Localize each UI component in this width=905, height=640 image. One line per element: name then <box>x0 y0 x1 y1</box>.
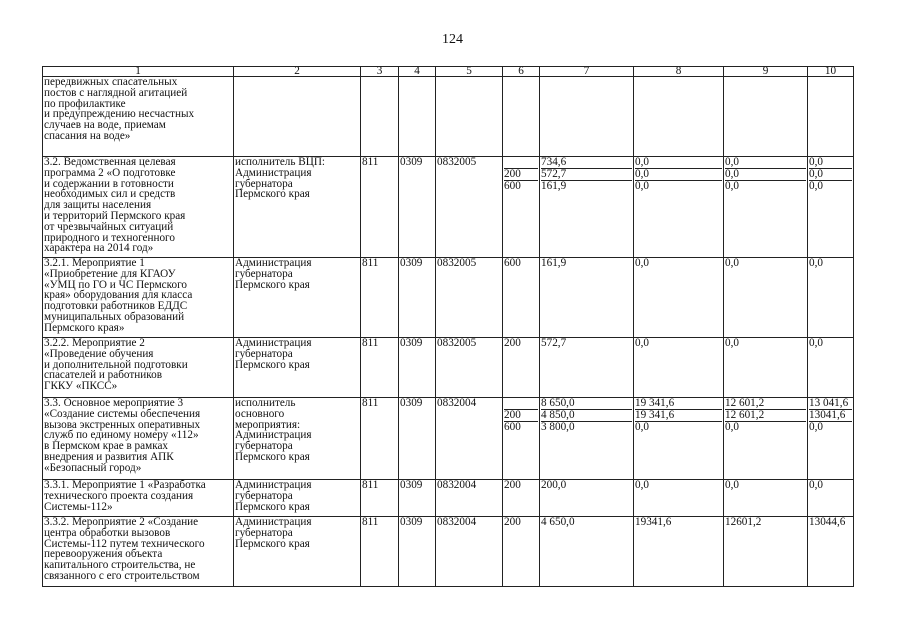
measure-name-cell-line: по профилактике <box>44 97 126 110</box>
column-header: 9 <box>724 67 808 77</box>
grbs-cell-value: 811 <box>362 516 379 528</box>
grbs-cell <box>361 398 399 480</box>
target-article-cell-value: 0832004 <box>437 479 477 491</box>
executor-cell <box>234 517 361 587</box>
column-header: 10 <box>808 67 854 77</box>
section-cell <box>399 517 436 587</box>
expense-type-cell-line: 600 <box>504 257 521 269</box>
section-cell-value: 0309 <box>400 257 423 269</box>
expense-type-cell-line: 600 <box>504 179 521 192</box>
amount-col9-cell <box>724 77 808 157</box>
expense-type-cell <box>503 77 540 157</box>
amount-col10-cell-line: 0,0 <box>809 157 852 169</box>
amount-col10-cell-line: 0,0 <box>809 337 823 349</box>
amount-col7-cell-line: 572,7 <box>541 169 632 181</box>
expense-type-cell-line: 200 <box>504 516 521 528</box>
measure-name-cell-line: «Проведение обучения <box>44 347 154 360</box>
amount-col8-cell <box>634 398 724 480</box>
amount-col10-cell <box>808 258 854 338</box>
column-header: 6 <box>503 67 540 77</box>
executor-cell-line: исполнитель ВЦП: <box>235 156 326 168</box>
amount-col8-cell-line: 0,0 <box>635 169 722 181</box>
section-cell-value: 0309 <box>400 156 423 168</box>
section-cell <box>399 480 436 517</box>
amount-col8-cell <box>634 157 724 258</box>
amount-col9-cell <box>724 157 808 258</box>
executor-cell-line: Администрация <box>235 479 312 491</box>
column-number-row <box>43 67 854 77</box>
amount-col8-cell-line: 0,0 <box>635 157 722 169</box>
executor-cell-line: губернатора <box>235 489 293 502</box>
measure-name-cell-line: Системы-112 путем технического <box>44 537 205 550</box>
executor-cell-line: губернатора <box>235 177 293 190</box>
measure-name-cell-line: от чрезвычайных ситуаций <box>44 220 174 233</box>
measure-name-cell-line: края» оборудования для класса <box>44 289 193 302</box>
measure-name-cell-line: 3.2. Ведомственная целевая <box>44 156 176 168</box>
executor-cell-line: исполнитель <box>235 397 296 409</box>
amount-col9-cell-line: 0,0 <box>725 179 739 192</box>
amount-col9-cell-line: 0,0 <box>725 169 806 181</box>
amount-col10-cell-line: 0,0 <box>809 420 823 433</box>
measure-name-cell-line: «Создание системы обеспечения <box>44 407 201 420</box>
expense-type-cell-line: 600 <box>504 420 521 433</box>
amount-col10-cell <box>808 338 854 398</box>
measure-name-cell-line: 3.3.1. Мероприятие 1 «Разработка <box>44 479 206 491</box>
amount-col9-cell-line: 12601,2 <box>725 516 762 528</box>
measure-name-cell-line: «Приобретение для КГАОУ <box>44 267 176 280</box>
measure-name-cell-line: вызова экстренных оперативных <box>44 418 201 431</box>
amount-col10-cell-line: 0,0 <box>809 169 852 181</box>
amount-col10-cell <box>808 517 854 587</box>
page-number: 124 <box>442 32 463 47</box>
amount-col7-cell <box>540 157 634 258</box>
target-article-cell <box>436 398 503 480</box>
section-cell-value: 0309 <box>400 397 423 409</box>
executor-cell-line: Пермского края <box>235 450 310 463</box>
measure-name-cell <box>43 157 234 258</box>
amount-col7-cell-line: 161,9 <box>541 257 567 269</box>
measure-name-cell <box>43 77 234 157</box>
executor-cell-line: Пермского края <box>235 358 310 371</box>
expense-type-cell <box>503 517 540 587</box>
measure-name-cell-line: и содержании в готовности <box>44 177 174 190</box>
target-article-cell <box>436 517 503 587</box>
amount-col8-cell-line: 19 341,6 <box>635 398 722 410</box>
amount-col9-cell-line: 0,0 <box>725 337 739 349</box>
measure-name-cell-line: природного и техногенного <box>44 231 175 244</box>
target-article-cell <box>436 258 503 338</box>
measure-name-cell <box>43 338 234 398</box>
amount-col9-cell <box>724 338 808 398</box>
grbs-cell <box>361 157 399 258</box>
target-article-cell <box>436 480 503 517</box>
amount-col8-cell <box>634 338 724 398</box>
executor-cell <box>234 77 361 157</box>
amount-col8-cell <box>634 517 724 587</box>
section-cell-value: 0309 <box>400 479 423 491</box>
amount-col7-cell-line: 3 800,0 <box>541 420 575 433</box>
section-cell <box>399 258 436 338</box>
executor-cell-line: губернатора <box>235 526 293 539</box>
amount-col10-cell-line: 13041,6 <box>809 410 852 422</box>
measure-name-cell-line: внедрения и развития АПК <box>44 450 174 463</box>
expense-type-cell <box>503 157 540 258</box>
expense-type-cell <box>503 480 540 517</box>
amount-col8-cell <box>634 77 724 157</box>
table-row <box>43 517 854 587</box>
measure-name-cell <box>43 258 234 338</box>
target-article-cell <box>436 157 503 258</box>
measure-name-cell-line: перевооружения объекта <box>44 548 163 561</box>
column-header: 4 <box>399 67 436 77</box>
amount-col8-cell <box>634 258 724 338</box>
amount-col7-cell-line: 4 850,0 <box>541 410 632 422</box>
section-cell-value: 0309 <box>400 516 423 528</box>
amount-col8-cell-line: 0,0 <box>635 420 649 433</box>
amount-col10-cell-line: 13044,6 <box>809 516 846 528</box>
amount-col8-cell <box>634 480 724 517</box>
table-row <box>43 258 854 338</box>
column-header: 8 <box>634 67 724 77</box>
measure-name-cell-line: программа 2 «О подготовке <box>44 166 176 179</box>
executor-cell-line: Администрация <box>235 166 312 179</box>
amount-col9-cell <box>724 258 808 338</box>
executor-cell-line: основного <box>235 407 285 420</box>
amount-col10-cell-line: 0,0 <box>809 257 823 269</box>
amount-col7-cell-line: 200,0 <box>541 479 567 491</box>
measure-name-cell-line: «Безопасный город» <box>44 461 142 474</box>
executor-cell-line: Пермского края <box>235 188 310 201</box>
measure-name-cell-line: и территорий Пермского края <box>44 209 186 222</box>
measure-name-cell-line: передвижных спасательных <box>44 76 178 88</box>
executor-cell <box>234 157 361 258</box>
measure-name-cell-line: ГККУ «ПКСС» <box>44 380 118 393</box>
grbs-cell <box>361 480 399 517</box>
grbs-cell <box>361 258 399 338</box>
amount-col7-cell-line: 734,6 <box>541 157 632 169</box>
amount-col7-cell-line: 161,9 <box>541 179 567 192</box>
amount-col7-cell-line: 4 650,0 <box>541 516 575 528</box>
target-article-cell-value: 0832004 <box>437 397 477 409</box>
measure-name-cell-line: связанного с его строительством <box>44 569 200 582</box>
target-article-cell-value: 0832005 <box>437 156 477 168</box>
grbs-cell-value: 811 <box>362 397 379 409</box>
executor-cell-line: Пермского края <box>235 537 310 550</box>
budget-table <box>42 66 854 587</box>
amount-col7-cell-line: 8 650,0 <box>541 398 632 410</box>
executor-cell-line: губернатора <box>235 347 293 360</box>
grbs-cell-value: 811 <box>362 257 379 269</box>
amount-col9-cell-line: 12 601,2 <box>725 398 806 410</box>
amount-col10-cell <box>808 77 854 157</box>
amount-col10-cell <box>808 480 854 517</box>
measure-name-cell <box>43 398 234 480</box>
column-header: 1 <box>43 67 234 77</box>
column-header: 2 <box>234 67 361 77</box>
target-article-cell <box>436 338 503 398</box>
grbs-cell-value: 811 <box>362 479 379 491</box>
executor-cell-line: Пермского края <box>235 500 310 513</box>
expense-type-cell <box>503 398 540 480</box>
grbs-cell <box>361 77 399 157</box>
measure-name-cell-line: постов с наглядной агитацией <box>44 86 188 99</box>
table-row <box>43 398 854 480</box>
amount-col7-cell <box>540 258 634 338</box>
amount-col10-cell-line: 0,0 <box>809 179 823 192</box>
amount-col8-cell-line: 0,0 <box>635 337 649 349</box>
executor-cell-line: Администрация <box>235 337 312 349</box>
executor-cell-line: Администрация <box>235 429 312 442</box>
executor-cell <box>234 398 361 480</box>
column-header: 7 <box>540 67 634 77</box>
executor-cell-line: Администрация <box>235 516 312 528</box>
expense-type-cell <box>503 258 540 338</box>
executor-cell-line: губернатора <box>235 440 293 453</box>
measure-name-cell-line: 3.2.1. Мероприятие 1 <box>44 257 145 269</box>
section-cell <box>399 338 436 398</box>
target-article-cell <box>436 77 503 157</box>
amount-col8-cell-line: 19 341,6 <box>635 410 722 422</box>
measure-name-cell <box>43 517 234 587</box>
amount-col7-cell <box>540 480 634 517</box>
amount-col7-cell-line: 572,7 <box>541 337 567 349</box>
measure-name-cell-line: муниципальных образований <box>44 310 185 323</box>
measure-name-cell-line: 3.3. Основное мероприятие 3 <box>44 397 184 409</box>
amount-col9-cell <box>724 480 808 517</box>
expense-type-cell <box>503 338 540 398</box>
amount-col10-cell <box>808 398 854 480</box>
target-article-cell-value: 0832004 <box>437 516 477 528</box>
measure-name-cell-line: «УМЦ по ГО и ЧС Пермского <box>44 278 187 291</box>
target-article-cell-value: 0832005 <box>437 337 477 349</box>
table-row <box>43 77 854 157</box>
section-cell-value: 0309 <box>400 337 423 349</box>
measure-name-cell-line: характера на 2014 год» <box>44 242 154 255</box>
executor-cell <box>234 338 361 398</box>
measure-name-cell-line: технического проекта создания <box>44 489 194 502</box>
amount-col8-cell-line: 0,0 <box>635 479 649 491</box>
amount-col8-cell-line: 0,0 <box>635 257 649 269</box>
amount-col8-cell-line: 19341,6 <box>635 516 672 528</box>
measure-name-cell-line: и дополнительной подготовки <box>44 358 188 371</box>
table-row <box>43 338 854 398</box>
amount-col8-cell-line: 0,0 <box>635 179 649 192</box>
grbs-cell <box>361 517 399 587</box>
amount-col9-cell-line: 0,0 <box>725 420 739 433</box>
measure-name-cell-line: капитального строительства, не <box>44 559 196 572</box>
amount-col7-cell <box>540 398 634 480</box>
section-cell <box>399 398 436 480</box>
amount-col9-cell-line: 0,0 <box>725 157 806 169</box>
executor-cell <box>234 480 361 517</box>
amount-col7-cell <box>540 517 634 587</box>
grbs-cell-value: 811 <box>362 337 379 349</box>
measure-name-cell-line: подготовки работников ЕДДС <box>44 300 188 313</box>
expense-type-cell-line: 200 <box>504 479 521 491</box>
measure-name-cell-line: 3.2.2. Мероприятие 2 <box>44 337 145 349</box>
amount-col7-cell <box>540 338 634 398</box>
amount-col9-cell-line: 0,0 <box>725 257 739 269</box>
amount-col10-cell-line: 0,0 <box>809 479 823 491</box>
executor-cell-line: губернатора <box>235 267 293 280</box>
amount-col9-cell <box>724 398 808 480</box>
target-article-cell-value: 0832005 <box>437 257 477 269</box>
executor-cell-line: Администрация <box>235 257 312 269</box>
section-cell <box>399 157 436 258</box>
measure-name-cell-line: 3.3.2. Мероприятие 2 «Создание <box>44 516 199 528</box>
table-row <box>43 480 854 517</box>
measure-name-cell-line: случаев на воде, приемам <box>44 119 166 132</box>
measure-name-cell-line: и предупреждению несчастных <box>44 108 195 121</box>
measure-name-cell-line: центра обработки вызовов <box>44 526 171 539</box>
amount-col7-cell <box>540 77 634 157</box>
measure-name-cell-line: спасания на воде» <box>44 129 131 142</box>
executor-cell <box>234 258 361 338</box>
grbs-cell-value: 811 <box>362 156 379 168</box>
amount-col10-cell-line: 13 041,6 <box>809 398 852 410</box>
amount-col10-cell <box>808 157 854 258</box>
measure-name-cell-line: Пермского края» <box>44 321 125 334</box>
expense-type-cell-line: 200 <box>504 337 521 349</box>
section-cell <box>399 77 436 157</box>
measure-name-cell <box>43 480 234 517</box>
measure-name-cell-line: необходимых сил и средств <box>44 188 176 201</box>
amount-col9-cell-line: 12 601,2 <box>725 410 806 422</box>
executor-cell-line: Пермского края <box>235 278 310 291</box>
measure-name-cell-line: служб по единому номеру «112» <box>44 429 199 442</box>
executor-cell-line: мероприятия: <box>235 418 301 431</box>
expense-type-cell-line: 200 <box>504 169 538 181</box>
column-header: 5 <box>436 67 503 77</box>
measure-name-cell-line: для защиты населения <box>44 199 152 212</box>
grbs-cell <box>361 338 399 398</box>
measure-name-cell-line: спасателей и работников <box>44 369 162 382</box>
amount-col9-cell-line: 0,0 <box>725 479 739 491</box>
amount-col9-cell <box>724 517 808 587</box>
column-header: 3 <box>361 67 399 77</box>
measure-name-cell-line: в Пермском крае в рамках <box>44 440 169 453</box>
table-row <box>43 157 854 258</box>
measure-name-cell-line: Системы-112» <box>44 500 113 513</box>
expense-type-cell-line: 200 <box>504 410 538 422</box>
